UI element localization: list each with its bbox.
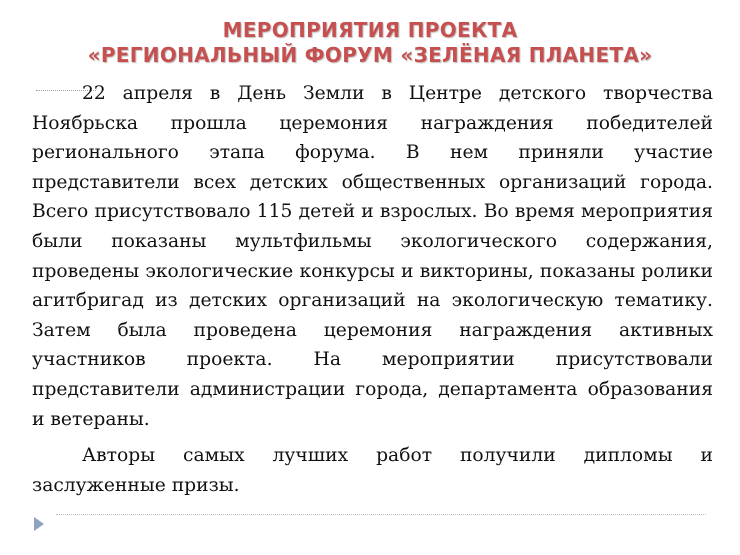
slide-title-line-2: «РЕГИОНАЛЬНЫЙ ФОРУМ «ЗЕЛЁНАЯ ПЛАНЕТА» (87, 43, 653, 67)
bottom-divider (56, 514, 706, 515)
body-paragraph-2: Авторы самых лучших работ получили дипломы и заслуженные призы. (32, 445, 713, 496)
slide-title-line-1: МЕРОПРИЯТИЯ ПРОЕКТА (222, 18, 518, 42)
slide-title (0, 18, 740, 68)
triangle-bullet-icon (34, 517, 44, 531)
slide-body (32, 79, 713, 500)
body-paragraph-1: 22 апреля в День Земли в Центре детского творчества Ноябрьска прошла церемония награждения победителей регионального этапа форума. В нем приняли участие представители всех детских общественных организаций города. Всего присутствовало 115 детей и взрослых. Во время мероприятия были показаны мультфильмы экологического содержания, проведены экологические конкурсы и викторины, показаны ролики агитбригад из детских организаций на экологическую тематику. Затем была проведена церемония награждения активных участников проекта. На мероприятии присутствовали представители администрации города, департамента образования и ветераны. (32, 83, 713, 430)
